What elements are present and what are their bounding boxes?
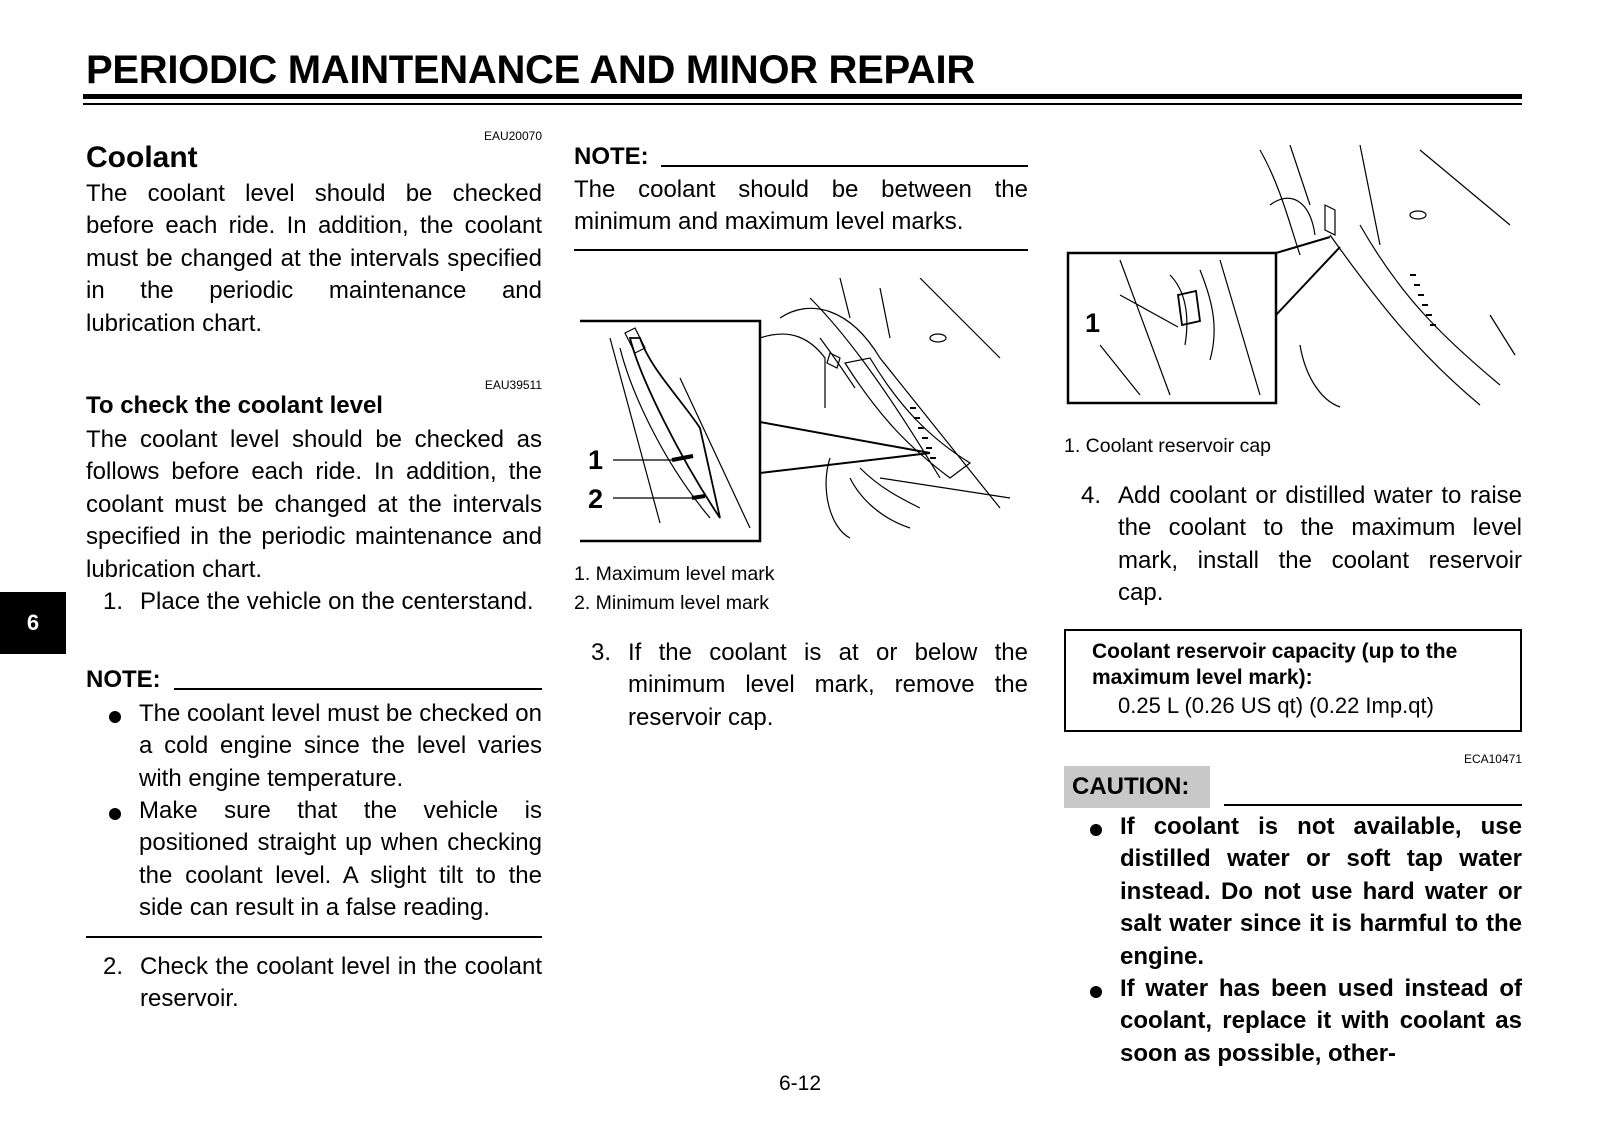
note-rule xyxy=(661,165,1028,167)
section-heading: Coolant xyxy=(86,141,198,174)
figure-caption-2: 2. Minimum level mark xyxy=(574,592,770,614)
bullet-icon xyxy=(109,711,121,723)
figure-caption-1: 1. Maximum level mark xyxy=(574,563,775,585)
screw xyxy=(1410,211,1426,219)
page-title: PERIODIC MAINTENANCE AND MINOR REPAIR xyxy=(86,48,975,92)
caution-label: CAUTION: xyxy=(1064,766,1210,808)
caution-bullet-2: If water has been used instead of coolant, replace it with coolant as soon as possible, other- xyxy=(1120,975,1522,1067)
step-number: 3. xyxy=(591,639,612,666)
spec-title: Coolant reservoir capacity (up to the maximum level mark): xyxy=(1092,640,1458,689)
note-bullet-2: Make sure that the vehicle is positioned straight up when checking the coolant level. A slight tilt to the side can result in a false reading. xyxy=(139,797,542,922)
leader-line xyxy=(760,422,930,453)
caution-rule xyxy=(1224,804,1522,806)
callout-1: 1 xyxy=(1085,308,1101,338)
step-1 xyxy=(103,586,542,618)
min-mark xyxy=(692,496,705,498)
leader-line xyxy=(1276,247,1340,315)
reservoir-cap-figure xyxy=(1060,145,1522,420)
wheel-line xyxy=(826,458,850,538)
figure-caption: 1. Coolant reservoir cap xyxy=(1064,435,1272,457)
leader-line xyxy=(1276,237,1330,253)
step-3 xyxy=(591,637,1028,734)
reservoir-cap xyxy=(827,353,840,368)
note-bullet-1: The coolant level must be checked on a cold engine since the level varies with engine temperature. xyxy=(139,700,542,792)
step-text: Add coolant or distilled water to raise the coolant to the maximum level mark, install the coolant reservoir cap. xyxy=(1118,482,1522,607)
bullet-icon xyxy=(1090,824,1102,836)
spec-value: 0.25 L (0.26 US qt) (0.22 Imp.qt) xyxy=(1118,693,1434,718)
bullet-icon xyxy=(109,808,121,820)
intro-paragraph: The coolant level should be checked before each ride. In addition, the coolant must be changed at the intervals specified in the periodic maintenance and lubrication chart. xyxy=(86,180,542,337)
page-number: 6-12 xyxy=(778,1072,822,1095)
subsection-code: EAU39511 xyxy=(484,378,542,392)
note-label: NOTE: xyxy=(86,666,161,693)
header-rule-thick xyxy=(83,94,1522,99)
step-text: Check the coolant level in the coolant reservoir. xyxy=(140,953,542,1013)
subsection-paragraph: The coolant level should be checked as follows before each ride. In addition, the coolant must be changed at the intervals specified in the periodic maintenance and lubrication chart. xyxy=(86,426,542,583)
caution-bullet-1: If coolant is not available, use distilled water or soft tap water instead. Do not use hard water or salt water since it is harmful to the engine. xyxy=(1120,813,1522,970)
note-rule xyxy=(174,688,542,690)
step-number: 1. xyxy=(103,588,124,615)
step-number: 4. xyxy=(1081,482,1102,509)
screw xyxy=(930,334,946,342)
step-4 xyxy=(1081,480,1522,610)
frame-line xyxy=(840,278,1000,358)
section-code: EAU20070 xyxy=(483,129,542,143)
step-text: If the coolant is at or below the minimum level mark, remove the reservoir cap. xyxy=(628,639,1028,731)
bullet-icon xyxy=(1090,986,1102,998)
step-text: Place the vehicle on the centerstand. xyxy=(140,588,534,615)
coolant-level-figure xyxy=(580,278,1020,553)
reservoir-body xyxy=(1330,225,1500,405)
leader-line xyxy=(760,453,930,473)
callout-1: 1 xyxy=(588,445,604,475)
frame-line xyxy=(1290,145,1510,245)
caution-code: ECA10471 xyxy=(1463,752,1522,766)
step-2 xyxy=(103,951,542,1016)
subsection-heading: To check the coolant level xyxy=(86,392,383,419)
header-rule-thin xyxy=(83,103,1522,105)
spec-box xyxy=(1064,629,1522,732)
frame-line xyxy=(780,308,1000,508)
chapter-tab: 6 xyxy=(0,592,66,654)
note-end-rule xyxy=(86,936,542,938)
step-number: 2. xyxy=(103,953,124,980)
frame-line xyxy=(1490,315,1515,355)
note-label: NOTE: xyxy=(574,143,649,170)
frame-line xyxy=(880,478,1010,498)
note-end-rule xyxy=(574,249,1028,251)
frame-line xyxy=(1260,150,1300,255)
note-text: The coolant should be between the minimum and maximum level marks. xyxy=(574,176,1028,236)
wheel-line xyxy=(1300,345,1340,407)
wheel-line xyxy=(850,468,920,528)
callout-2: 2 xyxy=(588,484,604,514)
body-line xyxy=(760,334,825,408)
reservoir-cap xyxy=(1325,205,1335,235)
